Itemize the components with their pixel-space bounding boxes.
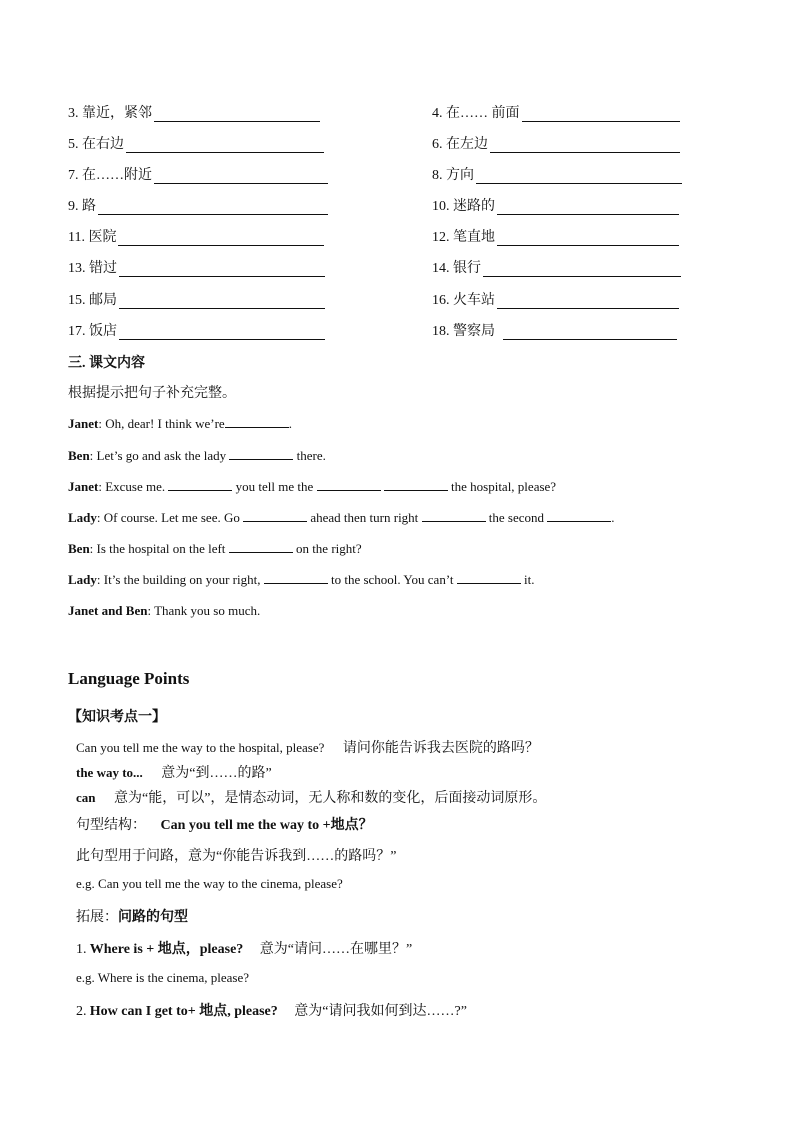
item-number: 2. (76, 1004, 87, 1019)
vocab-label: 9. 路 (68, 199, 96, 214)
vocab-label: 5. 在右边 (68, 137, 124, 152)
extension-title: 问路的句型 (118, 910, 188, 925)
pattern-label: 句型结构： (76, 818, 146, 833)
dialog-text: it. (524, 572, 535, 587)
answer-blank[interactable] (126, 136, 324, 153)
vocab-row (68, 226, 698, 248)
answer-blank[interactable] (119, 260, 325, 277)
answer-blank[interactable] (384, 478, 448, 491)
answer-blank[interactable] (98, 198, 328, 215)
vocab-item-5 (68, 133, 324, 153)
note-meaning: 意为“能，可以”，是情态动词，无人称和数的变化，后面接动词原形。 (114, 791, 547, 806)
speaker: Janet (68, 479, 99, 494)
dialog-text: to the school. You can’t (330, 572, 454, 587)
vocab-label: 16. 火车站 (432, 293, 495, 308)
dialog-text: : Of course. Let me see. Go (96, 510, 240, 525)
note-term: the way to... (76, 765, 143, 780)
vocab-row (68, 320, 698, 342)
vocab-row (68, 289, 698, 311)
sentence-pattern (76, 814, 373, 834)
vocab-row (68, 195, 698, 217)
speaker: Lady (68, 510, 97, 525)
dialog-text: the second (488, 510, 545, 525)
vocab-label: 11. 医院 (68, 230, 117, 245)
dialog-line (68, 415, 292, 432)
dialog-text: ahead then turn right (310, 510, 419, 525)
answer-blank[interactable] (154, 105, 320, 122)
dialog-line (68, 509, 615, 526)
dialog-text: on the right? (295, 541, 362, 556)
answer-blank[interactable] (264, 571, 328, 584)
extension-label: 拓展： (76, 910, 118, 925)
item-number: 1. (76, 942, 87, 957)
answer-blank[interactable] (225, 415, 289, 428)
note-meaning: 意为“到……的路” (161, 766, 272, 781)
vocab-label: 10. 迷路的 (432, 199, 495, 214)
example-sentence: e.g. Can you tell me the way to the cinema, please? (76, 876, 343, 891)
vocab-item-14 (432, 257, 681, 277)
answer-blank[interactable] (154, 167, 328, 184)
speaker: Janet (68, 416, 99, 431)
vocab-item-10 (432, 195, 679, 215)
section-title: 三. 课文内容 (68, 356, 145, 371)
dialog-text: there. (296, 448, 326, 463)
vocab-label: 17. 饭店 (68, 324, 117, 339)
vocab-item-15 (68, 289, 325, 309)
vocab-label: 3. 靠近，紧邻 (68, 106, 152, 121)
vocab-label: 6. 在左边 (432, 137, 488, 152)
answer-blank[interactable] (457, 571, 521, 584)
answer-blank[interactable] (497, 229, 679, 246)
item-pattern: Where is + 地点，please? (89, 942, 244, 957)
answer-blank[interactable] (422, 509, 486, 522)
vocab-label: 4. 在…… 前面 (432, 106, 520, 121)
dialog-line (68, 478, 556, 495)
speaker: Janet and Ben (68, 603, 148, 618)
example-translation: 请问你能告诉我去医院的路吗？ (342, 741, 539, 756)
answer-blank[interactable] (483, 260, 681, 277)
vocab-row (68, 102, 698, 124)
answer-blank[interactable] (476, 167, 682, 184)
answer-blank[interactable] (229, 447, 293, 460)
vocab-item-12 (432, 226, 679, 246)
vocab-label: 13. 错过 (68, 261, 117, 276)
item-meaning: 意为“请问……在哪里？” (259, 942, 413, 957)
vocab-item-6 (432, 133, 680, 153)
language-points-title: Language Points (68, 669, 190, 688)
vocab-label: 14. 银行 (432, 261, 481, 276)
speaker: Ben (68, 541, 90, 556)
vocab-note (76, 762, 272, 782)
vocab-item-17 (68, 320, 325, 340)
item-pattern: How can I get to+ 地点, please? (89, 1004, 278, 1019)
vocab-label: 8. 方向 (432, 168, 474, 183)
vocab-label: 7. 在……附近 (68, 168, 152, 183)
vocab-item-8 (432, 164, 682, 184)
vocab-item-13 (68, 257, 325, 277)
pattern-usage: 此句型用于问路，意为“你能告诉我到……的路吗？” (76, 849, 397, 864)
dialog-text: . (288, 416, 292, 431)
section-instruction: 根据提示把句子补充完整。 (68, 386, 236, 401)
answer-blank[interactable] (168, 478, 232, 491)
note-term: can (76, 790, 96, 805)
answer-blank[interactable] (490, 136, 680, 153)
dialog-line (68, 571, 535, 588)
example-question: Can you tell me the way to the hospital, please? (76, 740, 325, 755)
vocab-note (76, 787, 546, 807)
answer-blank[interactable] (243, 509, 307, 522)
dialog-text: : Thank you so much. (147, 603, 261, 618)
example-sentence: e.g. Where is the cinema, please? (76, 970, 250, 985)
dialog-text: the hospital, please? (451, 479, 557, 494)
answer-blank[interactable] (503, 323, 677, 340)
dialog-line (68, 447, 326, 464)
dialog-text: : It’s the building on your right, (96, 572, 261, 587)
answer-blank[interactable] (497, 292, 679, 309)
vocab-row (68, 257, 698, 279)
answer-blank[interactable] (119, 292, 325, 309)
dialog-text: : Let’s go and ask the lady (89, 448, 227, 463)
pattern-text: Can you tell me the way to +地点？ (160, 818, 373, 833)
vocab-item-16 (432, 289, 679, 309)
vocab-row (68, 164, 698, 186)
answer-blank[interactable] (522, 105, 680, 122)
pattern-item-2 (76, 1000, 467, 1020)
answer-blank[interactable] (119, 323, 325, 340)
dialog-text: : Excuse me. (98, 479, 166, 494)
answer-blank[interactable] (547, 509, 611, 522)
speaker: Lady (68, 572, 97, 587)
vocab-item-3 (68, 102, 320, 122)
vocab-item-9 (68, 195, 328, 215)
dialog-line (68, 540, 362, 557)
dialog-text: you tell me the (235, 479, 314, 494)
answer-blank[interactable] (118, 229, 324, 246)
answer-blank[interactable] (317, 478, 381, 491)
answer-blank[interactable] (497, 198, 679, 215)
vocab-item-4 (432, 102, 680, 122)
example-sentence (76, 737, 539, 757)
vocab-label: 12. 笔直地 (432, 230, 495, 245)
dialog-text: : Is the hospital on the left (89, 541, 226, 556)
vocab-row (68, 133, 698, 155)
extension-heading (76, 906, 188, 926)
answer-blank[interactable] (229, 540, 293, 553)
vocab-item-11 (68, 226, 324, 246)
knowledge-point-heading: 【知识考点一】 (68, 710, 166, 725)
vocab-item-7 (68, 164, 328, 184)
speaker: Ben (68, 448, 90, 463)
vocab-label: 18. 警察局 (432, 324, 495, 339)
dialog-line (68, 603, 260, 619)
dialog-text: . (611, 510, 615, 525)
item-meaning: 意为“请问我如何到达……?” (294, 1004, 467, 1019)
pattern-item-1 (76, 938, 412, 958)
vocab-label: 15. 邮局 (68, 293, 117, 308)
dialog-text: : Oh, dear! I think we’re (98, 416, 225, 431)
vocab-item-18 (432, 320, 677, 340)
